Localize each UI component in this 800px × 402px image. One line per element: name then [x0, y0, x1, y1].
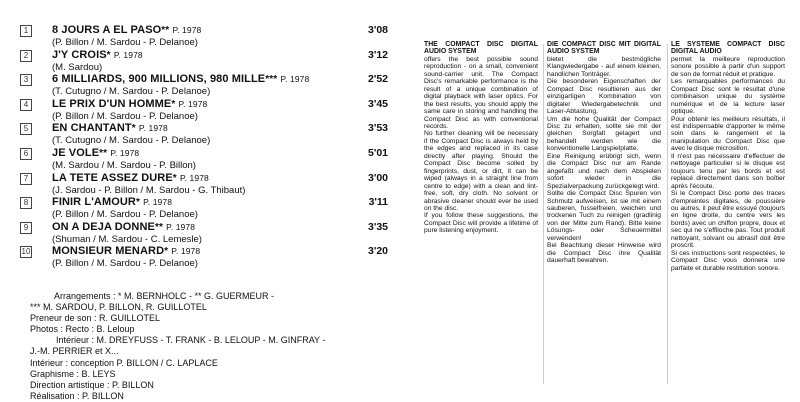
care-paragraph: Bei Beachtung dieser Hinweise wird die Compact Disc ihre Qualität dauerhaft bewahren. [547, 242, 661, 265]
track-row [23, 73, 393, 99]
care-paragraph: Il n'est pas nécessaire d'effectuer de nettoyage particulier si le disque est toujours tenu par les bords et est replacé directement dans son boîtier après l'écoute. [671, 152, 785, 190]
arranger-stars: * [131, 123, 136, 135]
track-row [23, 24, 393, 50]
track-title: LA TETE ASSEZ DURE [52, 171, 173, 184]
track-year: P. 1978 [113, 49, 143, 60]
care-paragraph: permet la meilleure reproduction sonore possible à partir d'un support de son de format réduit et pratique. [671, 55, 785, 78]
track-title-line [52, 245, 200, 257]
track-number-box: 8 [20, 197, 32, 209]
track-duration: 3'35 [367, 220, 388, 233]
care-paragraph: No further cleaning will be necessary if the Compact Disc is always held by the edges and replaced in its case directly after playing. Should the Compact Disc become soiled by fingerprints, dust, or dirt, it can be wiped (always in a straight line from centre to edge) with a clean and lint-free, soft, dry cloth. No solvent or abrasive cleaner should ever be used on the disc. [424, 130, 538, 212]
credit-line: J.-M. PERRIER et X... [30, 346, 119, 357]
arranger-stars: ** [161, 25, 170, 36]
care-paragraph: Sollte die Compact Disc Spuren von Schmutz aufweisen, ist sie mit einem sauberen, fusselfreien, weichen und trockenen Tuch zu reinigen (gradlinig von der Mitte zum Rand). Bitte keine Lösungs- oder Scheuermittel verwenden! [547, 190, 661, 242]
arranger-stars: *** [265, 74, 278, 86]
track-title: ON A DEJA DONNE [52, 220, 155, 233]
care-paragraph: Um die hohe Qualität der Compact Disc zu erhalten, sollte sie mit der gleichen Sorgfalt gelagert und behandelt werden wie die konventionelle Langspielplatte. [547, 115, 661, 153]
track-year: P. 1978 [172, 25, 202, 35]
track-credits: (P. Billon / M. Sardou - P. Delanoe) [52, 258, 198, 270]
track-row [23, 122, 393, 148]
track-year: P. 1978 [171, 246, 201, 257]
track-duration: 2'52 [367, 73, 388, 86]
track-title: MONSIEUR MENARD [52, 245, 165, 258]
track-credits: (J. Sardou - P. Billon / M. Sardou - G. Thibaut) [52, 184, 246, 196]
track-year: P. 1978 [110, 148, 140, 158]
care-heading-french: LE SYSTÈME COMPACT DISC DIGITAL AUDIO [671, 41, 785, 56]
track-number-box: 1 [20, 25, 32, 37]
track-number-box: 5 [20, 123, 32, 135]
track-row [23, 147, 393, 173]
care-paragraph: Die besonderen Eigenschaften der Compact Disc resultieren aus der einzigartigen Kombination von digitaler Wiedergabetechnik und Laser-Abtastung. [547, 78, 661, 116]
track-title: EN CHANTANT [52, 122, 132, 135]
arranger-stars: ** [99, 148, 108, 159]
track-row [21, 245, 393, 271]
track-credits: (P. Billon / M. Sardou - P. Delanoe) [52, 110, 198, 122]
track-duration: 3'45 [367, 97, 388, 110]
track-number-box: 9 [20, 222, 32, 234]
track-number-box: 4 [20, 99, 32, 111]
arranger-stars: * [106, 49, 111, 61]
track-duration: 3'08 [367, 24, 388, 36]
track-title: 6 MILLIARDS, 900 MILLIONS, 980 MILLE [52, 73, 266, 86]
track-duration: 3'53 [367, 122, 388, 135]
track-title-line [52, 196, 172, 208]
track-year: P. 1978 [166, 221, 196, 232]
tracklist-panel [0, 0, 400, 401]
arranger-stars: * [135, 197, 140, 209]
care-heading-english: THE COMPACT DISC DIGITAL AUDIO SYSTEM [424, 41, 538, 56]
track-title: LE PRIX D'UN HOMME [52, 97, 172, 110]
arranger-stars: * [164, 246, 169, 258]
column-divider [543, 44, 544, 384]
credit-line: *** M. SARDOU, P. BILLON, R. GUILLOTEL [30, 302, 207, 313]
credit-line: Réalisation : P. BILLON [30, 390, 124, 401]
track-title-line [52, 172, 209, 184]
care-text-english [424, 41, 538, 393]
track-credits: (T. Cutugno / M. Sardou - P. Delanoe) [52, 135, 211, 147]
arranger-stars: * [172, 172, 177, 184]
track-number-box: 3 [20, 74, 32, 86]
track-title-line [52, 24, 201, 36]
track-year: P. 1978 [138, 123, 168, 134]
care-paragraph: Si ces instructions sont respectées, le Compact Disc vous donnera une parfaite et durable restitution sonore. [671, 249, 785, 272]
track-row [23, 220, 393, 247]
track-number-box: 6 [20, 148, 32, 160]
care-text-german [547, 41, 661, 393]
track-credits: (P. Billon / M. Sardou - P. Delanoe) [52, 37, 198, 48]
track-duration: 3'12 [367, 48, 388, 61]
column-divider [667, 44, 668, 384]
credit-line: Intérieur : conception P. BILLON / C. LAPLACE [30, 357, 218, 368]
arranger-stars: * [171, 98, 176, 110]
track-row [23, 171, 393, 198]
track-title-line [52, 49, 143, 61]
track-title-line [52, 73, 309, 85]
credit-line: Preneur de son : R. GUILLOTEL [30, 313, 161, 324]
credit-line: Direction artistique : P. BILLON [30, 379, 154, 390]
track-credits: (M. Sardou / M. Sardou - P. Billon) [52, 160, 196, 171]
track-row [23, 48, 393, 75]
track-number-box: 7 [20, 173, 32, 185]
track-year: P. 1978 [280, 74, 310, 85]
care-paragraph: offers the best possible sound reproduction - on a small, convenient sound-carrier unit. The Compact Disc's remarkable performance is the result of a unique combination of digital playback with laser optics. For the best results, you should apply the same care in storing and handling the Compact Disc as with conventional records. [424, 55, 538, 130]
track-title: FINIR L'AMOUR [52, 196, 136, 209]
track-title-line [52, 98, 207, 110]
track-title-line [52, 122, 168, 134]
track-year: P. 1978 [179, 172, 209, 183]
track-row [23, 97, 393, 124]
care-paragraph: Eine Reinigung erübrigt sich, wenn die Compact Disc nur am Rande angefaßt und nach dem Abspielen sofort wieder in die Spezialverpackung zurückgelegt wird. [547, 152, 661, 190]
track-title-line [52, 221, 195, 233]
track-duration: 3'00 [367, 171, 388, 184]
credit-line: Graphisme : B. LEYS [30, 368, 116, 379]
track-title: 8 JOURS A EL PASO [52, 24, 162, 36]
care-text-french [671, 41, 785, 393]
care-paragraph: Si le Compact Disc porte des traces d'empreintes digitales, de poussière ou autres, il peut être essuyé (toujours en ligne droite, du centre vers les bords) avec un chiffon propre, doux et sec qui ne s'effiloche pas. Tout produit nettoyant, solvant ou abrasif doit être proscrit. [671, 190, 785, 250]
track-title: JE VOLE [52, 147, 100, 159]
track-credits: (Shuman / M. Sardou - C. Lemesle) [52, 233, 202, 245]
track-duration: 3'11 [368, 196, 388, 209]
track-row [23, 196, 393, 222]
track-duration: 3'20 [367, 245, 388, 258]
track-number-box: 2 [20, 50, 32, 62]
credit-line: Intérieur : M. DREYFUSS - T. FRANK - B. LELOUP - M. GINFRAY - [56, 335, 326, 346]
track-duration: 5'01 [367, 147, 388, 159]
care-paragraph: Les remarquables performances du Compact Disc sont le résultat d'une combinaison unique du système numérique et de la lecture laser optique. [671, 78, 785, 116]
care-paragraph: If you follow these suggestions, the Compact Disc will provide a lifetime of pure listening enjoyment. [424, 212, 538, 235]
care-paragraph: bietet die bestmögliche Klangwiedergabe - auf einem kleinen, handlichen Tonträger. [547, 55, 661, 78]
track-year: P. 1978 [178, 98, 208, 109]
arranger-stars: ** [154, 221, 163, 233]
track-credits: (M. Sardou) [52, 61, 103, 73]
track-credits: (T. Cutugno / M. Sardou - P. Delanoe) [52, 86, 211, 98]
track-number-box: 10 [21, 247, 31, 257]
track-credits: (P. Billon / M. Sardou - P. Delanoe) [52, 209, 198, 221]
care-heading-german: DIE COMPACT DISC MIT DIGITAL AUDIO SYSTEM [547, 41, 661, 56]
care-paragraph: Pour obtenir les meilleurs résultats, il est indispensable d'apporter le même soin dans le rangement et la manipulation du Compact Disc que avec le disque microsillon. [671, 115, 785, 153]
track-year: P. 1978 [143, 197, 173, 208]
track-title-line [52, 147, 139, 159]
credits-block [30, 291, 325, 402]
credit-line: Photos : Recto : B. Leloup [30, 324, 135, 335]
credit-line: Arrangements : * M. BERNHOLC - ** G. GUERMEUR - [54, 291, 275, 301]
track-title: J'Y CROIS [52, 48, 107, 61]
